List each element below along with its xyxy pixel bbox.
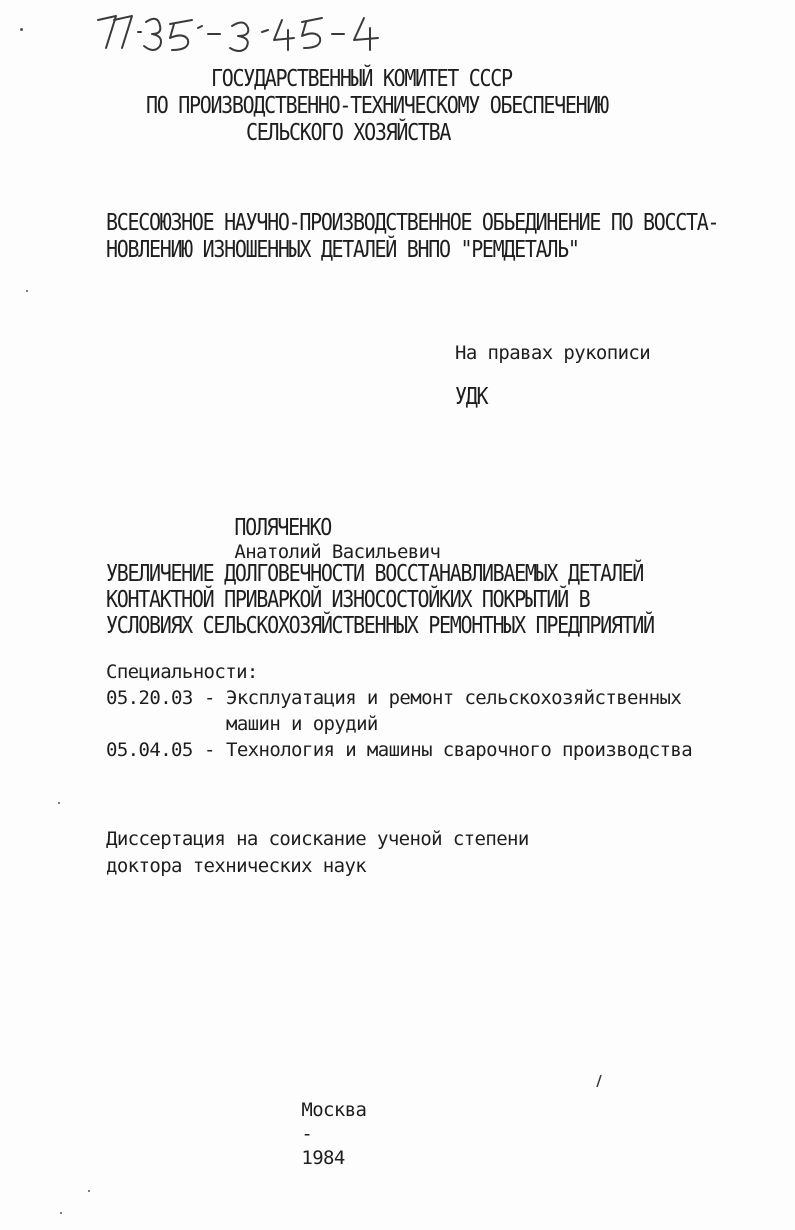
footer-city: Москва (301, 1099, 367, 1121)
footer-dash: - (301, 1123, 313, 1145)
manuscript-rights-note: На правах рукописи (455, 342, 651, 364)
scan-speck (60, 1212, 62, 1214)
committee-line-2: ПО ПРОИЗВОДСТВЕННО-ТЕХНИЧЕСКОМУ ОБЕСПЕЧЕНИЮ (146, 91, 608, 119)
specialty-code: 05.04.05 (106, 739, 193, 761)
handwritten-archive-number (92, 6, 412, 58)
specialty-dash: - (204, 739, 215, 761)
specialty-text-line-1: Эксплуатация и ремонт сельскохозяйственных (226, 687, 682, 709)
scan-speck (58, 802, 60, 804)
specialties-heading: Специальности: (106, 661, 258, 683)
organization-line-2: НОВЛЕНИЮ ИЗНОШЕННЫХ ДЕТАЛЕЙ ВНПО "РЕМДЕТАЛЬ" (106, 235, 579, 263)
scan-speck (26, 290, 28, 292)
specialty-text-line-2: машин и орудий (226, 713, 378, 735)
specialty-code: 05.20.03 (106, 687, 193, 709)
udk-label: УДК (455, 382, 488, 410)
committee-line-3: СЕЛЬСКОГО ХОЗЯЙСТВА (246, 118, 451, 146)
organization-line-1: ВСЕСОЮЗНОЕ НАУЧНО-ПРОИЗВОДСТВЕННОЕ ОБЬЕДИНЕНИЕ ПО ВОССТА- (106, 208, 719, 236)
title-line-2: КОНТАКТНОЙ ПРИВАРКОЙ ИЗНОСОСТОЙКИХ ПОКРЫТИЙ В (106, 585, 590, 613)
author-surname: ПОЛЯЧЕНКО (234, 513, 332, 541)
title-line-3: УСЛОВИЯХ СЕЛЬСКОХОЗЯЙСТВЕННЫХ РЕМОНТНЫХ ПРЕДПРИЯТИЙ (106, 611, 654, 639)
degree-line-1: Диссертация на соискание ученой степени (106, 828, 529, 850)
scan-speck (88, 1190, 90, 1192)
archive-number-scribble (92, 6, 412, 58)
specialty-text-line-1: Технология и машины сварочного производства (226, 739, 693, 761)
scan-speck (20, 28, 23, 31)
author-given-names: Анатолий Васильевич (234, 541, 441, 563)
footer-place-year (258, 1074, 366, 1194)
footer-year: 1984 (301, 1147, 345, 1169)
committee-line-1: ГОСУДАРСТВЕННЫЙ КОМИТЕТ СССР (211, 64, 512, 92)
specialty-dash: - (204, 687, 215, 709)
title-line-1: УВЕЛИЧЕНИЕ ДОЛГОВЕЧНОСТИ ВОССТАНАВЛИВАЕМЫХ ДЕТАЛЕЙ (106, 559, 644, 587)
pencil-tick-mark (596, 1074, 602, 1088)
degree-line-2: доктора технических наук (106, 855, 367, 877)
